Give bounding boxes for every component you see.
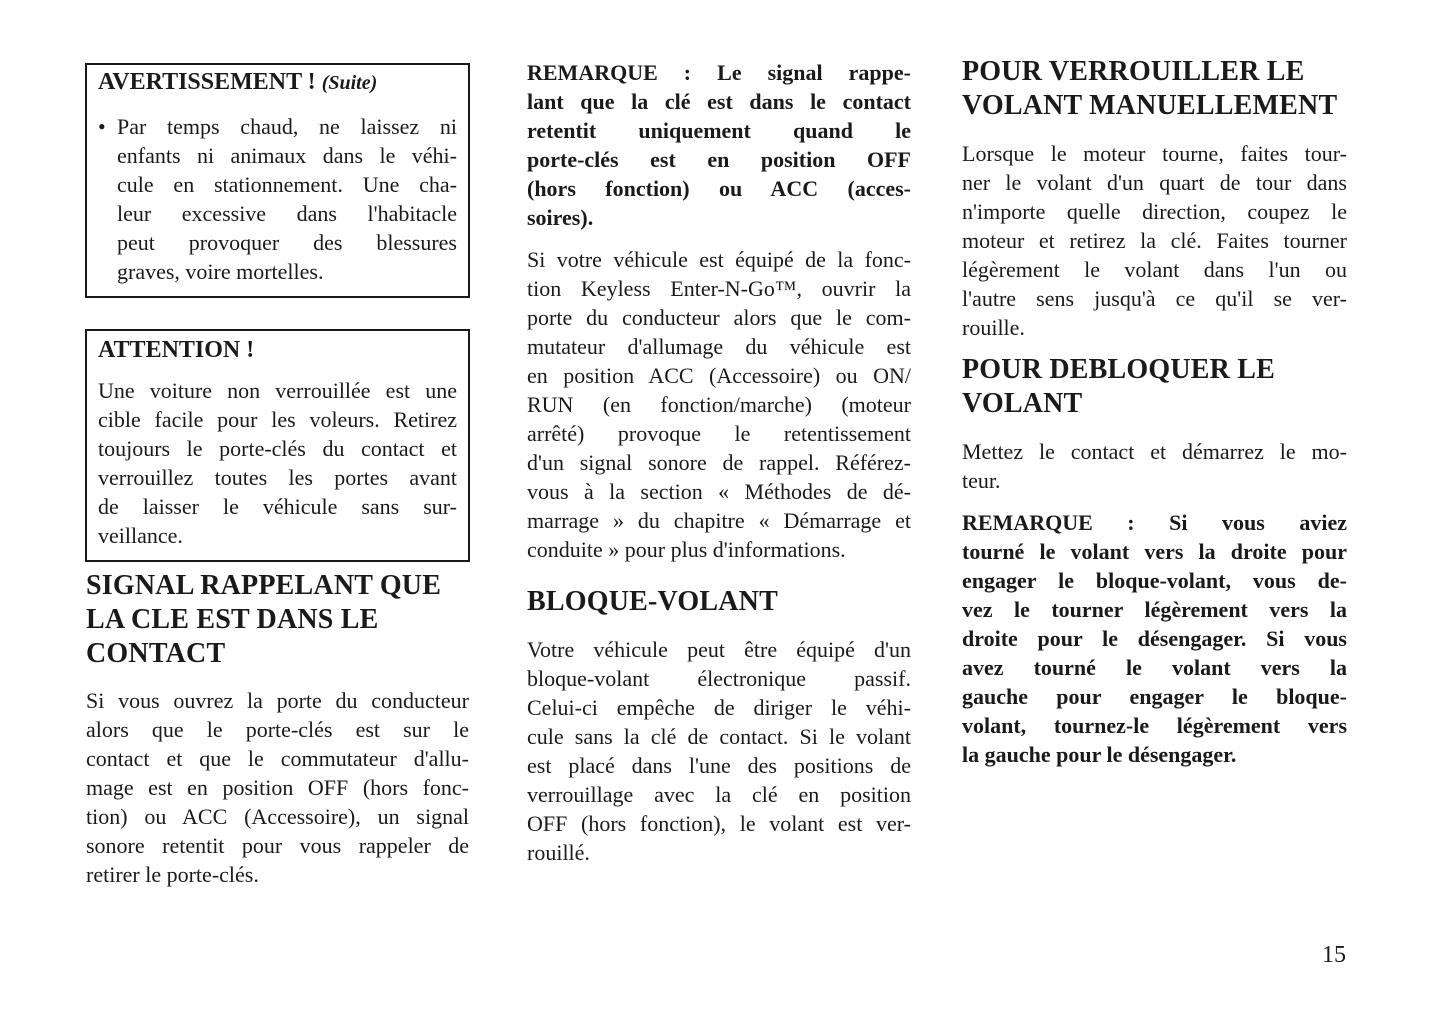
text-line: cule en stationnement. Une cha- <box>117 172 457 197</box>
text-line: engager le bloque-volant, vous de- <box>962 568 1347 593</box>
text-line: Si vous ouvrez la porte du conducteur <box>86 688 469 713</box>
text-line: (hors fonction) ou ACC (acces- <box>527 176 911 201</box>
text-line: tion Keyless Enter-N-Go™, ouvrir la <box>527 276 911 301</box>
text-line: volant, tournez-le légèrement vers <box>962 713 1347 738</box>
text-line: contact et que le commutateur d'allu- <box>86 746 469 771</box>
bullet-icon: • <box>98 114 106 139</box>
text-line: leur excessive dans l'habitacle <box>117 201 457 226</box>
warning-suite: (Suite) <box>321 72 378 94</box>
text-line: alors que le porte-clés est sur le <box>86 717 469 742</box>
verrouiller-heading <box>962 55 1347 123</box>
text-line: verrouillage avec la clé en position <box>527 782 911 807</box>
text-line: vez le tourner légèrement vers la <box>962 597 1347 622</box>
text-line: arrêté) provoque le retentissement <box>527 421 911 446</box>
text-line: RUN (en fonction/marche) (moteur <box>527 392 911 417</box>
text-line: d'un signal sonore de rappel. Référez- <box>527 450 911 475</box>
text-line: soires). <box>527 205 594 230</box>
text-line: rouillé. <box>527 840 590 865</box>
text-line: gauche pour engager le bloque- <box>962 684 1347 709</box>
warning-title <box>98 68 377 98</box>
text-line: porte du conducteur alors que le com- <box>527 305 911 330</box>
text-line: teur. <box>962 468 1001 493</box>
warning-title-text: AVERTISSEMENT ! <box>98 69 316 95</box>
text-line: tion) ou ACC (Accessoire), un signal <box>86 804 469 829</box>
text-line: LA CLE EST DANS LE <box>86 604 379 635</box>
text-line: REMARQUE : Si vous aviez <box>962 510 1347 535</box>
text-line: n'importe quelle direction, coupez le <box>962 199 1347 224</box>
text-line: légèrement le volant dans l'un ou <box>962 257 1347 282</box>
text-line: retentit uniquement quand le <box>527 118 911 143</box>
text-line: est placé dans l'une des positions de <box>527 753 911 778</box>
text-line: POUR VERROUILLER LE <box>962 56 1305 87</box>
text-line: Si votre véhicule est équipé de la fonc- <box>527 247 911 272</box>
attention-text <box>98 376 457 550</box>
text-line: Par temps chaud, ne laissez ni <box>117 114 457 139</box>
attention-title: ATTENTION ! <box>98 337 255 363</box>
text-line: tourné le volant vers la droite pour <box>962 539 1347 564</box>
debloquer-paragraph <box>962 437 1347 495</box>
text-line: porte-clés est en position OFF <box>527 147 911 172</box>
text-line: la gauche pour le désengager. <box>962 742 1237 767</box>
warning-text <box>117 112 457 286</box>
text-line: sonore retentit pour vous rappeler de <box>86 833 469 858</box>
text-line: Lorsque le moteur tourne, faites tour- <box>962 141 1347 166</box>
bloque-volant-heading <box>527 585 911 619</box>
text-line: Mettez le contact et démarrez le mo- <box>962 439 1347 464</box>
text-line: REMARQUE : Le signal rappe- <box>527 60 911 85</box>
text-line: cule sans la clé de contact. Si le volant <box>527 724 911 749</box>
keyless-paragraph <box>527 245 911 564</box>
text-line: VOLANT MANUELLEMENT <box>962 90 1338 121</box>
text-line: mage est en position OFF (hors fonc- <box>86 775 469 800</box>
text-line: avez tourné le volant vers la <box>962 655 1347 680</box>
text-line: bloque-volant électronique passif. <box>527 666 911 691</box>
text-line: marrage » du chapitre « Démarrage et <box>527 508 911 533</box>
text-line: cible facile pour les voleurs. Retirez <box>98 407 457 432</box>
text-line: l'autre sens jusqu'à ce qu'il se ver- <box>962 286 1347 311</box>
text-line: peut provoquer des blessures <box>117 230 457 255</box>
text-line: graves, voire mortelles. <box>117 259 324 284</box>
text-line: toujours le porte-clés du contact et <box>98 436 457 461</box>
text-line: OFF (hors fonction), le volant est ver- <box>527 811 911 836</box>
remarque-note-2 <box>962 508 1347 769</box>
text-line: ner le volant d'un quart de tour dans <box>962 170 1347 195</box>
verrouiller-paragraph <box>962 139 1347 342</box>
text-line: veillance. <box>98 523 183 548</box>
text-line: SIGNAL RAPPELANT QUE <box>86 570 442 601</box>
text-line: Celui-ci empêche de diriger le véhi- <box>527 695 911 720</box>
text-line: CONTACT <box>86 638 226 669</box>
text-line: VOLANT <box>962 388 1083 419</box>
text-line: mutateur d'allumage du véhicule est <box>527 334 911 359</box>
remarque-note-1 <box>527 58 911 232</box>
text-line: vous à la section « Méthodes de dé- <box>527 479 911 504</box>
text-line: retirer le porte-clés. <box>86 862 259 887</box>
signal-heading <box>86 569 469 671</box>
text-line: Votre véhicule peut être équipé d'un <box>527 637 911 662</box>
debloquer-heading <box>962 353 1347 421</box>
text-line: POUR DEBLOQUER LE <box>962 354 1275 385</box>
text-line: en position ACC (Accessoire) ou ON/ <box>527 363 911 388</box>
bloque-volant-paragraph <box>527 635 911 867</box>
text-line: conduite » pour plus d'informations. <box>527 537 846 562</box>
signal-paragraph <box>86 686 469 889</box>
text-line: moteur et retirez la clé. Faites tourner <box>962 228 1347 253</box>
text-line: droite pour le désengager. Si vous <box>962 626 1347 651</box>
text-line: lant que la clé est dans le contact <box>527 89 911 114</box>
text-line: rouille. <box>962 315 1025 340</box>
text-line: BLOQUE-VOLANT <box>527 586 778 617</box>
text-line: de laisser le véhicule sans sur- <box>98 494 457 519</box>
text-line: enfants ni animaux dans le véhi- <box>117 143 457 168</box>
text-line: verrouillez toutes les portes avant <box>98 465 457 490</box>
page-number: 15 <box>1322 942 1346 968</box>
text-line: Une voiture non verrouillée est une <box>98 378 457 403</box>
